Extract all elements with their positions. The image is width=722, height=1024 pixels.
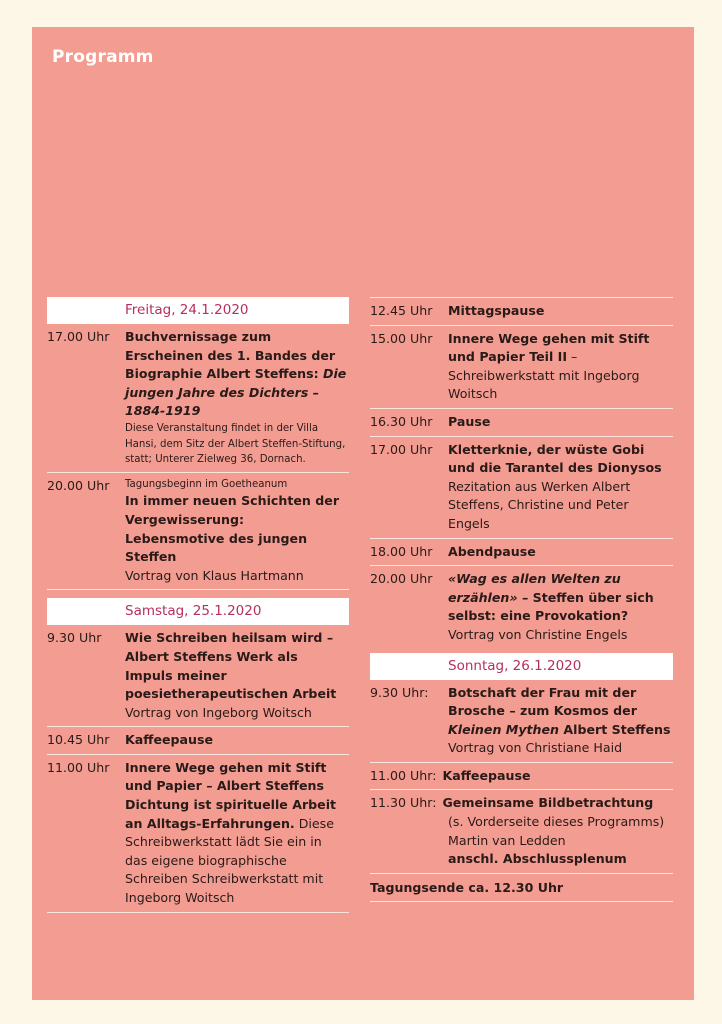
entry-body: Buchvernissage zum Erscheinen des 1. Bandes der Biographie Albert Steffens: Die jungen Jahre des Dichters – 1884-1919 Diese Veranstaltung findet in der Villa Hansi, dem Sitz der Albert Steffen-Stiftung, statt; Unterer Zielweg 36, Dornach.: [125, 328, 349, 468]
entry-body: «Wag es allen Welten zu erzählen» – Steffen über sich selbst: eine Provokation? Vortrag von Christine Engels: [448, 571, 654, 642]
entry-time: 11.30 Uhr:: [370, 795, 437, 811]
entry-time: 9.30 Uhr: [47, 630, 102, 646]
program-entry: [47, 727, 349, 755]
entry-body: Kaffeepause: [125, 732, 214, 748]
entry-body: Abendpause: [448, 543, 536, 559]
entry-time: 12.45 Uhr: [370, 303, 433, 318]
entry-time: 20.00 Uhr: [47, 477, 110, 493]
program-entry: [47, 473, 349, 591]
program-entry: [370, 326, 673, 409]
entry-body: Mittagspause: [448, 303, 545, 318]
program-entry: [370, 790, 673, 873]
right-column: [370, 297, 673, 902]
entry-time: 11.00 Uhr: [47, 759, 110, 775]
entry-body: 11.30 Uhr: Gemeinsame Bildbetrachtung (s. Vorderseite dieses Programms) Martin van Ledden anschl. Abschlussplenum: [370, 795, 665, 867]
entry-body: Innere Wege gehen mit Stift und Papier – Albert Steffens Dichtung ist spirituelle Arbeit an Alltags-Erfahrungen. Diese Schreibwerkstatt lädt Sie ein in das eigene biographische Schreiben Schreibwerkstatt mit Ingeborg Woitsch: [125, 759, 337, 906]
program-entry: [47, 324, 349, 473]
program-entry: [370, 680, 673, 763]
entry-time: 16.30 Uhr: [370, 413, 433, 429]
left-column: [47, 297, 349, 913]
entry-body: Botschaft der Frau mit der Brosche – zum Kosmos der Kleinen Mythen Albert Steffens Vortrag von Christiane Haid: [448, 684, 671, 756]
entry-body: Wie Schreiben heilsam wird – Albert Steffens Werk als Impuls meiner poesietherapeutischen Arbeit Vortrag von Ingeborg Woitsch: [125, 630, 337, 720]
entry-body: Pause: [448, 413, 491, 429]
day-header-friday: Freitag, 24.1.2020: [47, 297, 349, 324]
entry-time: 9.30 Uhr:: [370, 684, 429, 700]
program-entry: [47, 625, 349, 727]
entry-time: 10.45 Uhr: [47, 732, 110, 748]
entry-body: Tagungsbeginn im Goetheanum In immer neuen Schichten der Vergewisserung: Lebensmotive des jungen Steffen Vortrag von Klaus Hartmann: [125, 478, 340, 583]
entry-body: Kletterknie, der wüste Gobi und die Tarantel des Dionysos Rezitation aus Werken Albert Steffens, Christine und Peter Engels: [448, 441, 662, 531]
entry-note: Diese Veranstaltung findet in der Villa Hansi, dem Sitz der Albert Steffen-Stiftung, statt; Unterer Zielweg 36, Dornach.: [125, 422, 346, 466]
program-entry: [370, 409, 673, 437]
day-header-saturday: Samstag, 25.1.2020: [47, 598, 349, 625]
entry-time: 18.00 Uhr: [370, 543, 433, 559]
entry-time: 17.00 Uhr: [370, 441, 433, 457]
entry-time: 11.00 Uhr:: [370, 767, 437, 783]
program-entry: [370, 539, 673, 567]
program-entry: [370, 437, 673, 539]
entry-body: Innere Wege gehen mit Stift und Papier Teil II – Schreibwerkstatt mit Ingeborg Woitsch: [448, 330, 650, 402]
day-header-sunday: Sonntag, 26.1.2020: [370, 653, 673, 680]
program-entry: [370, 297, 673, 326]
entry-time: 15.00 Uhr: [370, 330, 433, 346]
entry-time: 17.00 Uhr: [47, 329, 110, 344]
program-entry: [47, 755, 349, 913]
closing-note: Tagungsende ca. 12.30 Uhr: [370, 874, 673, 902]
program-panel: [32, 27, 694, 1000]
program-entry: [370, 566, 673, 648]
page-title: Programm: [52, 47, 154, 67]
program-entry: 11.00 Uhr: Kaffeepause: [370, 763, 673, 791]
entry-time: 20.00 Uhr: [370, 571, 433, 587]
